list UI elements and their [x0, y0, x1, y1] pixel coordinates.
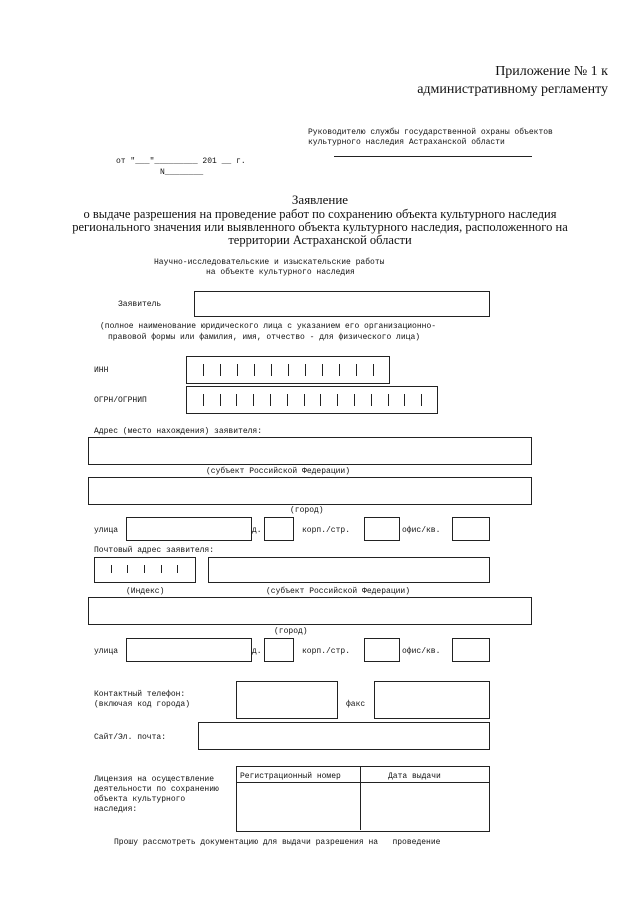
license-reg-number-header: Регистрационный номер: [240, 772, 341, 781]
phone-label-2: (включая код города): [94, 700, 191, 709]
address-street-field[interactable]: [126, 517, 252, 541]
address-city-label: (город): [290, 506, 324, 515]
appendix-line-1: Приложение № 1 к: [495, 64, 608, 79]
fax-field[interactable]: [374, 681, 490, 719]
title-line-3: территории Астраханской области: [228, 233, 412, 247]
postal-index-cells: [94, 557, 194, 581]
applicant-note-line-2: правовой формы или фамилия, имя, отчество - для физического лица): [108, 333, 421, 342]
postal-office-label: офис/кв.: [402, 647, 441, 656]
postal-subject-label: (субъект Российской Федерации): [266, 587, 411, 596]
ogrn-field[interactable]: [186, 386, 438, 414]
request-text: Прошу рассмотреть документацию для выдачи разрешения на проведение: [114, 838, 441, 847]
postal-label: Почтовый адрес заявителя:: [94, 546, 215, 555]
inn-label: ИНН: [94, 366, 109, 375]
license-label-2: деятельности по сохранению: [94, 785, 219, 794]
postal-building-label: корп./стр.: [302, 647, 351, 656]
applicant-note-line-1: (полное наименование юридического лица с указанием его организационно-: [100, 322, 437, 331]
appendix-line-2: административному регламенту: [417, 82, 608, 97]
license-reg-number-field[interactable]: [238, 786, 358, 828]
ogrn-label: ОГРН/ОГРНИП: [94, 396, 147, 405]
postal-office-field[interactable]: [452, 638, 490, 662]
date-field[interactable]: от "___"_________ 201 __ г.: [116, 157, 246, 166]
address-field[interactable]: [88, 437, 532, 465]
postal-street-label: улица: [94, 647, 119, 656]
address-office-label: офис/кв.: [402, 526, 441, 535]
postal-index-label: (Индекс): [126, 587, 165, 596]
postal-street-field[interactable]: [126, 638, 252, 662]
inn-field[interactable]: [186, 356, 390, 384]
address-subject-field[interactable]: [88, 477, 532, 505]
applicant-label: Заявитель: [118, 300, 162, 309]
license-issue-date-header: Дата выдачи: [388, 772, 441, 781]
work-type-line-2: на объекте культурного наследия: [206, 268, 355, 277]
postal-subject-top-field[interactable]: [208, 557, 490, 583]
addressee-line-2: культурного наследия Астраханской области: [308, 138, 505, 147]
license-label-1: Лицензия на осуществление: [94, 775, 215, 784]
license-label-4: наследия:: [94, 805, 138, 814]
title-line-2: регионального значения или выявленного объекта культурного наследия, расположенного на: [72, 220, 568, 234]
title-line-1: о выдаче разрешения на проведение работ по сохранению объекта культурного наследия: [83, 207, 557, 221]
applicant-name-field[interactable]: [194, 291, 490, 317]
phone-field[interactable]: [236, 681, 338, 719]
document-title: Заявление: [291, 192, 349, 207]
address-street-label: улица: [94, 526, 119, 535]
work-type-line-1: Научно-исследовательские и изыскательские работы: [154, 258, 385, 267]
number-field[interactable]: N________: [160, 168, 204, 177]
addressee-signature-line[interactable]: [334, 156, 532, 157]
postal-building-field[interactable]: [364, 638, 400, 662]
address-house-label: д.: [252, 526, 262, 535]
postal-city-label: (город): [274, 627, 308, 636]
postal-house-label: д.: [252, 647, 262, 656]
fax-label: факс: [346, 700, 366, 709]
address-label: Адрес (место нахождения) заявителя:: [94, 427, 263, 436]
site-label: Сайт/Эл. почта:: [94, 733, 167, 742]
postal-house-field[interactable]: [264, 638, 294, 662]
addressee-line-1: Руководителю службы государственной охраны объектов: [308, 128, 553, 137]
address-building-label: корп./стр.: [302, 526, 351, 535]
phone-label-1: Контактный телефон:: [94, 690, 186, 699]
address-building-field[interactable]: [364, 517, 400, 541]
license-column-divider: [360, 766, 361, 830]
address-house-field[interactable]: [264, 517, 294, 541]
address-office-field[interactable]: [452, 517, 490, 541]
license-header-divider: [236, 782, 489, 783]
license-label-3: объекта культурного: [94, 795, 186, 804]
license-issue-date-field[interactable]: [364, 786, 486, 828]
postal-subject-field[interactable]: [88, 597, 532, 625]
site-email-field[interactable]: [198, 722, 490, 750]
address-subject-label: (субъект Российской Федерации): [206, 467, 351, 476]
